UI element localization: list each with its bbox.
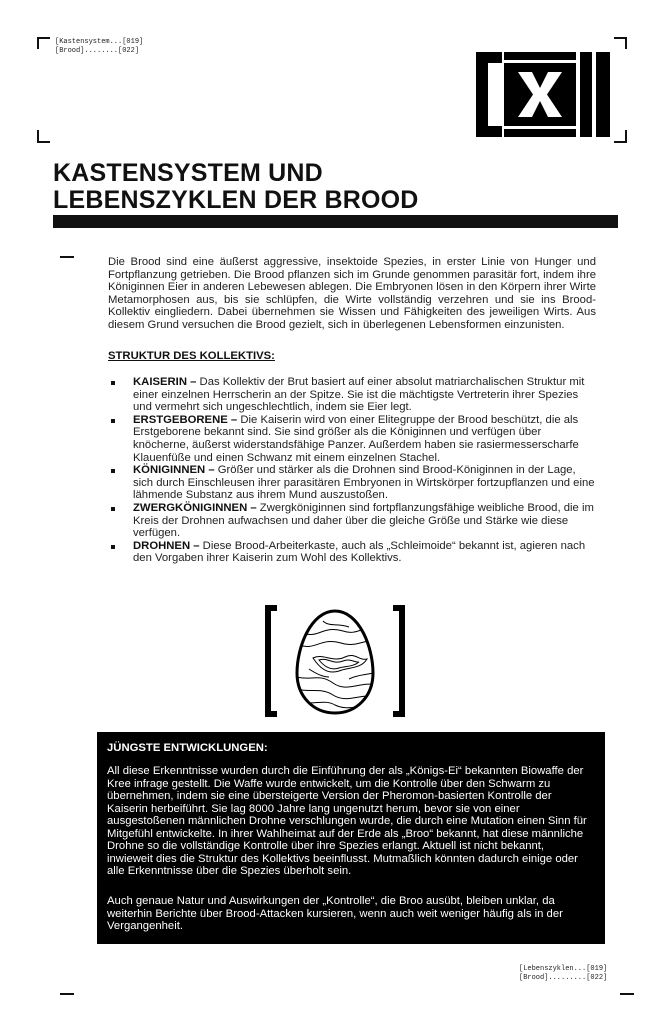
- caste-description: Größer und stärker als die Drohnen sind Brood-Königinnen in der Lage, sich durch Einschleusen ihrer parasitären Embryonen in Wirtskörper fortzupflanzen und eine lähmende Substanz aus ihrem Mund auszustoßen.: [133, 464, 595, 502]
- corner-mark: [37, 37, 39, 49]
- caste-description: Die Kaiserin wird von einer Elitegruppe der Brood beschützt, die als Erstgeborene bekannt sind. Sie sind größer als die Königinnen und verfügen über knöcherne, äußerst widerstandsfähige Panzer. Außerdem haben sie rasiermesserscharfe Klauenfüße und einen Schwanz mit einem einzelnen Stachel.: [133, 413, 579, 464]
- intro-paragraph: Die Brood sind eine äußerst aggressive, insektoide Spezies, in erster Linie von Hunger und Fortpflanzung getrieben. Die Brood pflanzen sich im Grunde genommen parasitär fort, indem ihre Königinnen Eier in anderen Lebewesen ablegen. Die Embryonen lösen in den Körpern ihrer Wirte Metamorphosen aus, bis sie schlüpfen, die Wirte vollständig verzehren und sie ins Brood-Kollektiv eingliedern. Dabei übernehmen sie Wissen und Fähigkeiten des jeweiligen Wirts. Aus diesem Grund versuchen die Brood gezielt, sich in überlegenen Lebensformen einzunisten.: [108, 256, 596, 331]
- margin-dash: [620, 993, 634, 995]
- bullet-icon: [111, 545, 115, 549]
- caste-description: Das Kollektiv der Brut basiert auf einer absolut matriarchalischen Struktur mit einer einzelnen Herrscherin an der Spitze. Sie ist die mächtigste Vertreterin ihrer Spezies und vermehrt sich ungeschlechtlich, indem sie Eier legt.: [133, 376, 585, 414]
- bullet-icon: [111, 507, 115, 511]
- corner-mark: [625, 37, 627, 49]
- page-ref-bottom: [519, 965, 607, 983]
- caste-description: Zwergköniginnen sind fortpflanzungsfähige weibliche Brood, die im Kreis der Drohnen aufwachsen und daher über die gleiche Größe und Stärke wie diese verfügen.: [133, 501, 594, 540]
- latest-heading: JÜNGSTE ENTWICKLUNGEN:: [107, 742, 268, 754]
- title-underline-bar: [53, 215, 618, 228]
- title-line-2: LEBENSZYKLEN DER BROOD: [53, 186, 419, 214]
- caste-term: KAISERIN –: [133, 376, 197, 388]
- caste-list: [108, 376, 596, 565]
- corner-mark: [625, 130, 627, 143]
- corner-mark: [37, 130, 39, 143]
- caste-term: ERSTGEBORENE –: [133, 413, 238, 426]
- list-item: [108, 540, 596, 565]
- page-title: [53, 160, 613, 214]
- margin-dash: [60, 993, 74, 995]
- list-item: [108, 502, 596, 540]
- page-ref-top: [55, 38, 143, 56]
- title-line-1: KASTENSYSTEM UND: [53, 159, 323, 187]
- latest-paragraph-2: Auch genaue Natur und Auswirkungen der „Kontrolle“, die Broo ausübt, bleiben unklar, da weiterhin Berichte über Brood-Attacken kursieren, wenn auch weit weniger häufig als in der Vergangenheit.: [107, 895, 563, 932]
- list-item: [108, 376, 596, 414]
- bullet-icon: [111, 469, 115, 473]
- brood-egg-icon: [263, 603, 407, 719]
- bullet-icon: [111, 419, 115, 423]
- list-item: [108, 414, 596, 464]
- caste-term: DROHNEN –: [133, 539, 200, 552]
- caste-term: ZWERGKÖNIGINNEN –: [133, 501, 257, 514]
- structure-heading: STRUKTUR DES KOLLEKTIVS:: [108, 350, 275, 362]
- page-ref-line: [Kastensystem...[019]: [55, 38, 144, 46]
- latest-developments-box: [97, 732, 605, 944]
- latest-paragraph-1: All diese Erkenntnisse wurden durch die Einführung der als „Königs-Ei“ bekannten Biowaffe der Kree infrage gestellt. Die Waffe wurde entwickelt, um die Kontrolle über den Schwarm zu übernehmen, indem sie eine übersteigerte Version der Pheromon-basierten Kontrolle der Kaiserin herbeiführt. Sie lag 8000 Jahre lang ungenutzt herum, bevor sie von einer ausgestoßenen männlichen Drohne verschlungen wurde, die durch eine Mutation einen Sinn für Mitgefühl entwickelte. In ihrer Wahlheimat auf der Erde als „Broo“ bekannt, hat diese männliche Drohne so die vollständige Kontrolle über ihre Spezies erlangt. Aktuell ist nicht bekannt, inwieweit dies die Struktur des Kollektivs beeinflusst. Mutmaßlich könnten dadurch einige oder alle Erkenntnisse über die Spezies überholt sein.: [107, 765, 587, 877]
- page-ref-line: [Brood]........[022]: [55, 47, 140, 55]
- caste-description: Diese Brood-Arbeiterkaste, auch als „Schleimoide“ bekannt ist, agieren nach den Vorgaben ihrer Kaiserin zum Wohl des Kollektivs.: [133, 539, 586, 565]
- caste-term: KÖNIGINNEN –: [133, 464, 215, 477]
- page-ref-line: [Lebenszyklen...[019]: [519, 965, 608, 973]
- margin-dash: [60, 256, 74, 258]
- page-ref-line: [Brood].........[022]: [519, 974, 608, 982]
- x-men-logo-icon: [474, 50, 612, 139]
- list-item: [108, 464, 596, 502]
- bullet-icon: [111, 381, 115, 385]
